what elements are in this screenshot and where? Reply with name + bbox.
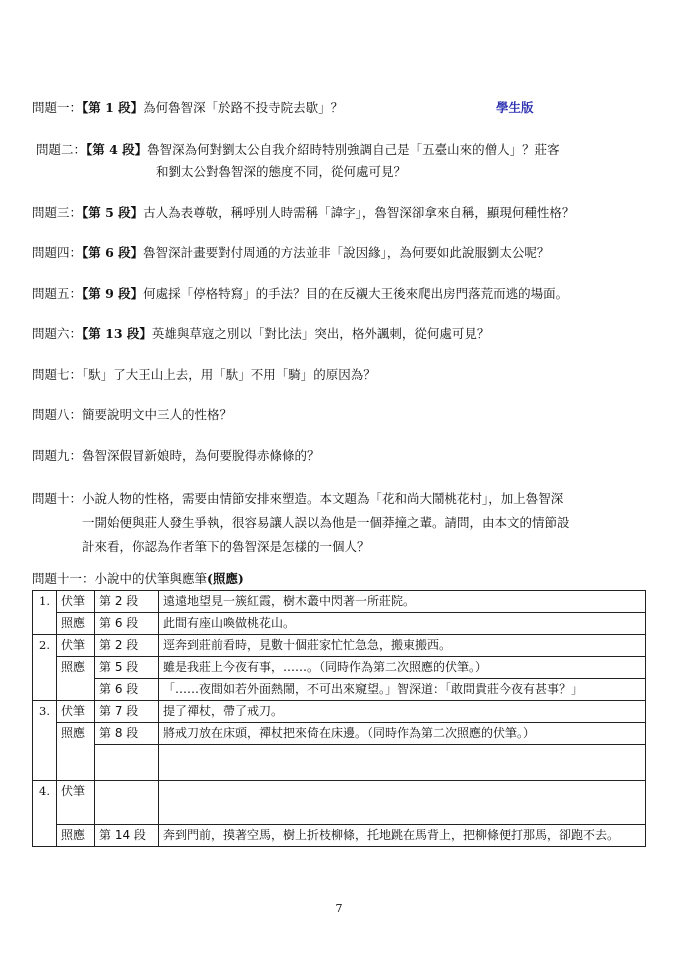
text-cell: 提了禪杖，帶了戒刀。 xyxy=(159,701,646,723)
text-cell: 奔到門前，摸著空馬，樹上折枝柳條，托地跳在馬背上，把柳條便打那馬，卻跑不去。 xyxy=(159,825,646,847)
row-number: 4. xyxy=(33,781,57,847)
row-number: 1. xyxy=(33,591,57,635)
question-8 xyxy=(32,404,652,426)
type-cell: 照應 xyxy=(57,723,95,781)
segment-cell xyxy=(95,781,159,825)
type-cell: 照應 xyxy=(57,657,95,701)
row-number: 2. xyxy=(33,635,57,701)
paragraph-ref: 【第 4 段】 xyxy=(86,142,148,157)
question-label: 問題三： xyxy=(32,205,83,220)
type-cell: 照應 xyxy=(57,825,95,847)
segment-cell: 第 6 段 xyxy=(95,679,159,701)
table-row xyxy=(33,613,646,635)
question-3 xyxy=(32,202,652,224)
paragraph-ref: 【第 5 段】 xyxy=(82,205,144,220)
question-text: 何處採「停格特寫」的手法？目的在反襯大王後來爬出房門落荒而逃的場面。 xyxy=(143,286,569,301)
question-label: 問題九： xyxy=(32,448,83,463)
text-cell: 逕奔到莊前看時，見數十個莊家忙忙急急，搬東搬西。 xyxy=(159,635,646,657)
paragraph-ref: 【第 9 段】 xyxy=(82,286,144,301)
table-row xyxy=(33,679,646,701)
question-text: 「馱」了大王山上去，用「馱」不用「騎」的原因為？ xyxy=(82,367,376,382)
type-cell: 伏筆 xyxy=(57,701,95,723)
question-label: 問題一： xyxy=(32,100,83,115)
question-label: 問題二： xyxy=(36,142,87,157)
question-6 xyxy=(32,323,652,345)
table-row xyxy=(33,591,646,613)
question-2 xyxy=(36,139,656,183)
table-row xyxy=(33,781,646,825)
question-7 xyxy=(32,364,652,386)
table-title xyxy=(32,570,244,588)
question-text: 魯智深假冒新娘時，為何要脫得赤條條的？ xyxy=(82,448,320,463)
table-row xyxy=(33,635,646,657)
row-number: 3. xyxy=(33,701,57,781)
paragraph-ref: 【第 6 段】 xyxy=(82,245,144,260)
question-text-cont: 一開始便與莊人發生爭執，很容易讓人誤以為他是一個莽撞之輩。請問，由本文的情節設 xyxy=(82,515,570,530)
table-row xyxy=(33,745,646,781)
segment-cell: 第 7 段 xyxy=(95,701,159,723)
question-text: 英雄與草寇之別以「對比法」突出，格外諷刺，從何處可見？ xyxy=(151,326,490,341)
paragraph-ref: 【第 13 段】 xyxy=(82,326,152,341)
text-cell: 將戒刀放在床頭，禪杖把來倚在床邊。（同時作為第二次照應的伏筆。） xyxy=(159,723,646,745)
question-label: 問題十： xyxy=(32,491,83,506)
table-row xyxy=(33,825,646,847)
text-cell: 「……夜間如若外面熱鬧，不可出來窺望。」智深道：「敢問貴莊今夜有甚事？」 xyxy=(159,679,646,701)
question-text-cont: 和劉太公對魯智深的態度不同，從何處可見？ xyxy=(156,164,407,179)
question-5 xyxy=(32,283,652,305)
page-number: 7 xyxy=(335,902,343,915)
segment-cell: 第 5 段 xyxy=(95,657,159,679)
table-title-bold: (照應) xyxy=(207,571,244,586)
table-row xyxy=(33,701,646,723)
question-text: 為何魯智深「於路不投寺院去歇」？ xyxy=(143,100,344,115)
text-cell xyxy=(159,781,646,825)
question-label: 問題八： xyxy=(32,407,83,422)
paragraph-ref: 【第 1 段】 xyxy=(82,100,144,115)
question-label: 問題四： xyxy=(32,245,83,260)
question-text-cont: 計來看，你認為作者筆下的魯智深是怎樣的一個人？ xyxy=(82,539,370,554)
text-cell xyxy=(159,745,646,781)
question-1 xyxy=(32,97,652,119)
type-cell: 伏筆 xyxy=(57,635,95,657)
table-row xyxy=(33,657,646,679)
question-text: 魯智深計畫要對付周通的方法並非「說因緣」，為何要如此說服劉太公呢？ xyxy=(143,245,550,260)
question-10 xyxy=(32,487,652,559)
question-text: 簡要說明文中三人的性格？ xyxy=(82,407,233,422)
question-label: 問題七： xyxy=(32,367,83,382)
segment-cell: 第 6 段 xyxy=(95,613,159,635)
question-9 xyxy=(32,445,652,467)
question-label: 問題五： xyxy=(32,286,83,301)
segment-cell: 第 2 段 xyxy=(95,635,159,657)
type-cell: 伏筆 xyxy=(57,591,95,613)
segment-cell: 第 8 段 xyxy=(95,723,159,745)
text-cell: 遠遠地望見一簇紅霞，樹木叢中閃著一所莊院。 xyxy=(159,591,646,613)
segment-cell: 第 14 段 xyxy=(95,825,159,847)
question-text: 小說人物的性格，需要由情節安排來塑造。本文題為「花和尚大鬧桃花村」，加上魯智深 xyxy=(82,491,564,506)
foreshadow-table xyxy=(32,590,646,847)
text-cell: 雖是我莊上今夜有事，……。（同時作為第二次照應的伏筆。） xyxy=(159,657,646,679)
question-label: 問題六： xyxy=(32,326,83,341)
question-text: 古人為表尊敬，稱呼別人時需稱「諱字」，魯智深卻拿來自稱，顯現何種性格？ xyxy=(143,205,575,220)
type-cell: 照應 xyxy=(57,613,95,635)
type-cell: 伏筆 xyxy=(57,781,95,825)
table-row xyxy=(33,723,646,745)
segment-cell xyxy=(95,745,159,781)
question-4 xyxy=(32,242,652,264)
text-cell: 此間有座山喚做桃花山。 xyxy=(159,613,646,635)
segment-cell: 第 2 段 xyxy=(95,591,159,613)
table-title-label: 問題十一：小說中的伏筆與應筆 xyxy=(32,571,208,586)
question-text: 魯智深為何對劉太公自我介紹時特別強調自己是「五臺山來的僧人」？莊客 xyxy=(147,142,560,157)
student-version-badge: 學生版 xyxy=(496,100,534,115)
